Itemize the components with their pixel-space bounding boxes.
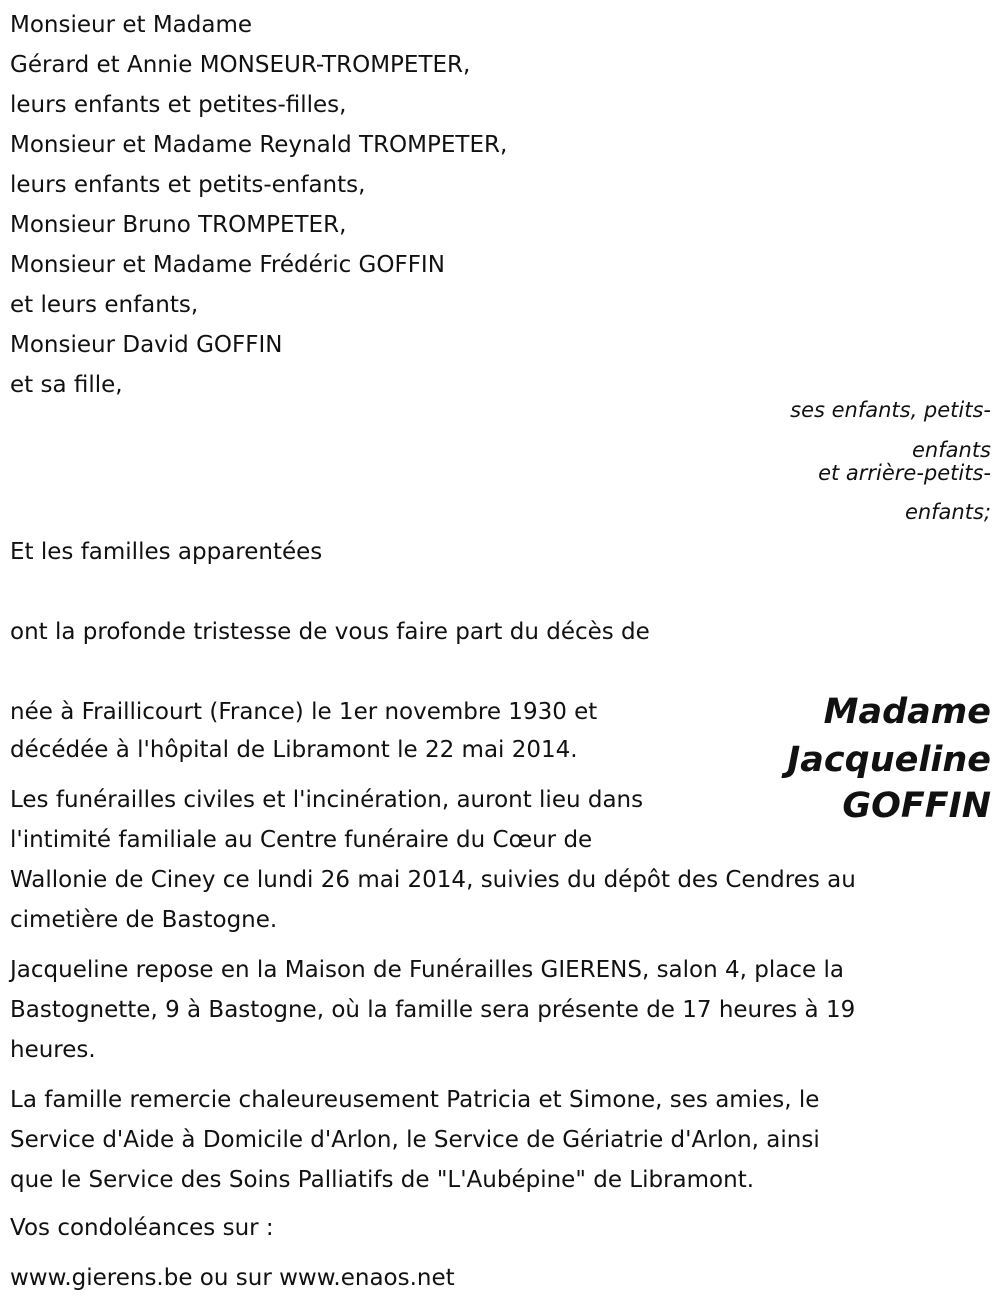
thanks-line: Service d'Aide à Domicile d'Arlon, le Service de Gériatrie d'Arlon, ainsi (10, 1127, 820, 1153)
thanks-line: que le Service des Soins Palliatifs de "L'Aubépine" de Libramont. (10, 1167, 755, 1193)
birth-line: née à Fraillicourt (France) le 1er novembre 1930 et (10, 699, 598, 725)
funeral-line: cimetière de Bastogne. (10, 907, 278, 933)
relation-line: ses enfants, petits- (790, 398, 991, 422)
funeral-line: l'intimité familiale au Centre funéraire du Cœur de (10, 827, 593, 853)
relatives-line: Et les familles apparentées (10, 539, 323, 565)
deceased-title: Madame (823, 692, 991, 732)
condolences-line: Vos condoléances sur : (10, 1215, 274, 1241)
family-line: leurs enfants et petits-enfants, (10, 172, 366, 198)
family-line: et sa fille, (10, 372, 123, 398)
family-line: leurs enfants et petites-filles, (10, 92, 347, 118)
rest-line: heures. (10, 1037, 96, 1063)
funeral-line: Les funérailles civiles et l'incinération, auront lieu dans (10, 787, 644, 813)
relation-line: enfants; (904, 500, 991, 524)
family-line: Monsieur et Madame Reynald TROMPETER, (10, 132, 508, 158)
family-line: Monsieur Bruno TROMPETER, (10, 212, 347, 238)
family-line: et leurs enfants, (10, 292, 199, 318)
websites-line[interactable]: www.gierens.be ou sur www.enaos.net (10, 1265, 455, 1291)
thanks-line: La famille remercie chaleureusement Patricia et Simone, ses amies, le (10, 1087, 820, 1113)
deceased-last-name: GOFFIN (842, 786, 991, 826)
relation-line: et arrière-petits- (818, 461, 991, 485)
rest-line: Jacqueline repose en la Maison de Funérailles GIERENS, salon 4, place la (10, 957, 844, 983)
funeral-line: Wallonie de Ciney ce lundi 26 mai 2014, suivies du dépôt des Cendres au (10, 867, 856, 893)
family-line: Monsieur et Madame (10, 12, 253, 38)
announcement-line: ont la profonde tristesse de vous faire part du décès de (10, 619, 650, 645)
family-line: Monsieur David GOFFIN (10, 332, 283, 358)
deceased-first-name: Jacqueline (787, 740, 991, 780)
family-line: Gérard et Annie MONSEUR-TROMPETER, (10, 52, 471, 78)
family-line: Monsieur et Madame Frédéric GOFFIN (10, 252, 445, 278)
death-line: décédée à l'hôpital de Libramont le 22 mai 2014. (10, 737, 578, 763)
relation-line: enfants (912, 438, 991, 462)
rest-line: Bastognette, 9 à Bastogne, où la famille sera présente de 17 heures à 19 (10, 997, 856, 1023)
